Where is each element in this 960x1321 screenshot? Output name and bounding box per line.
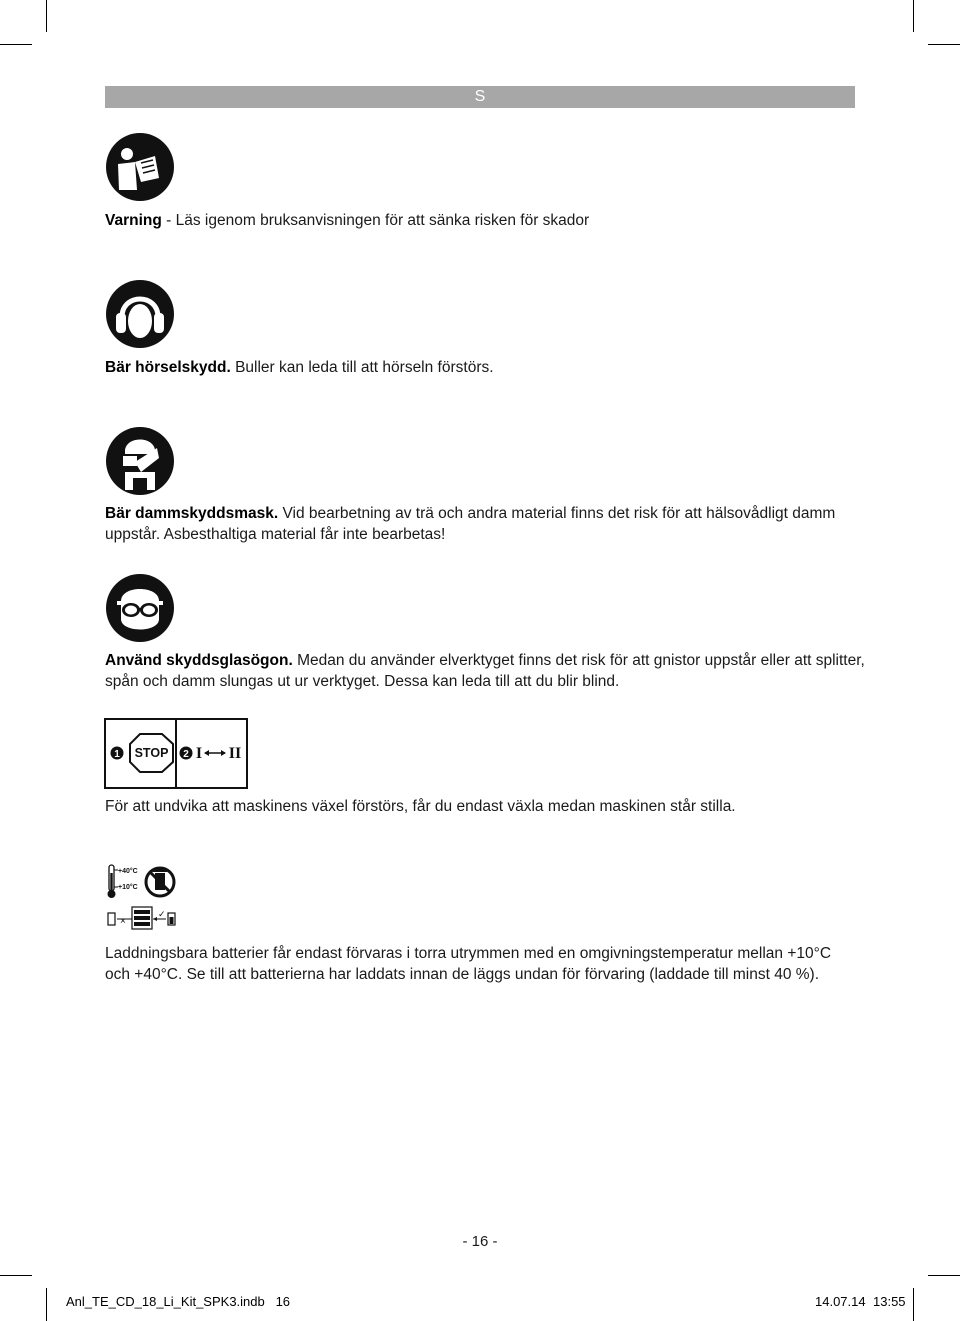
gear-change-body: För att undvika att maskinens växel förstörs, får du endast växla medan maskinen står stilla.	[105, 798, 736, 815]
battery-storage-body: Laddningsbara batterier får endast förvaras i torra utrymmen med en omgivningstemperatur mellan +10°C och +40°C. Se till att batterierna har laddats innan de läggs undan för förvaring (laddade till minst 40 %).	[105, 945, 832, 983]
print-date: 14.07.14	[815, 1294, 866, 1309]
file-name: Anl_TE_CD_18_Li_Kit_SPK3.indb 16	[66, 1294, 291, 1309]
safety-glasses-warning-bold: Använd skyddsglasögon.	[105, 652, 293, 669]
safety-glasses-warning-text	[105, 651, 865, 692]
crop-mark	[913, 1288, 914, 1321]
step2-number: 2	[183, 749, 189, 760]
gear-change-text	[105, 797, 865, 818]
battery-storage-text	[105, 944, 845, 985]
crop-mark	[0, 44, 32, 45]
page-number: - 16 -	[462, 1233, 498, 1250]
battery-storage-icon	[106, 863, 178, 933]
crop-mark	[928, 44, 960, 45]
crop-mark	[928, 1275, 960, 1276]
hearing-warning-body: Buller kan leda till att hörseln förstörs.	[230, 359, 494, 376]
crop-mark	[46, 0, 47, 32]
crop-mark	[913, 0, 914, 32]
dust-mask-warning-body: Vid bearbetning av trä och andra material finns det risk för att hälsovådligt damm uppstår. Asbesthaltiga material får inte bearbetas!	[105, 505, 836, 543]
svg-text:✓: ✓	[158, 910, 166, 920]
dust-mask-icon	[105, 426, 175, 496]
manual-warning-bold: Varning	[105, 212, 162, 229]
temp-max-label: +40°C	[118, 868, 138, 875]
print-time: 13:55	[873, 1294, 906, 1309]
read-manual-icon	[105, 132, 175, 202]
gear-low-label: I	[195, 745, 203, 762]
language-code: S	[474, 88, 486, 105]
step1-number: 1	[114, 749, 120, 760]
dust-mask-warning-text	[105, 504, 865, 545]
ear-protection-icon	[105, 279, 175, 349]
crop-mark	[0, 1275, 32, 1276]
manual-warning-text	[105, 211, 865, 232]
hearing-warning-text	[105, 358, 865, 379]
manual-warning-body: - Läs igenom bruksanvisningen för att sänka risken för skador	[161, 212, 590, 229]
temp-min-label: +10°C	[118, 884, 138, 891]
svg-text:×: ×	[120, 916, 126, 927]
crop-mark	[46, 1288, 47, 1321]
gear-change-icon	[104, 718, 248, 789]
safety-glasses-icon	[105, 573, 175, 643]
dust-mask-warning-bold: Bär dammskyddsmask.	[105, 505, 279, 522]
safety-glasses-warning-body: Medan du använder elverktyget finns det risk för att gnistor uppstår eller att splitter, spån och damm slungas ut ur verktyget. Dessa kan leda till att du blir blind.	[105, 652, 865, 690]
stop-label: STOP	[134, 746, 169, 760]
hearing-warning-bold: Bär hörselskydd.	[105, 359, 231, 376]
gear-high-label: II	[228, 745, 242, 762]
language-header-bar	[105, 86, 855, 108]
